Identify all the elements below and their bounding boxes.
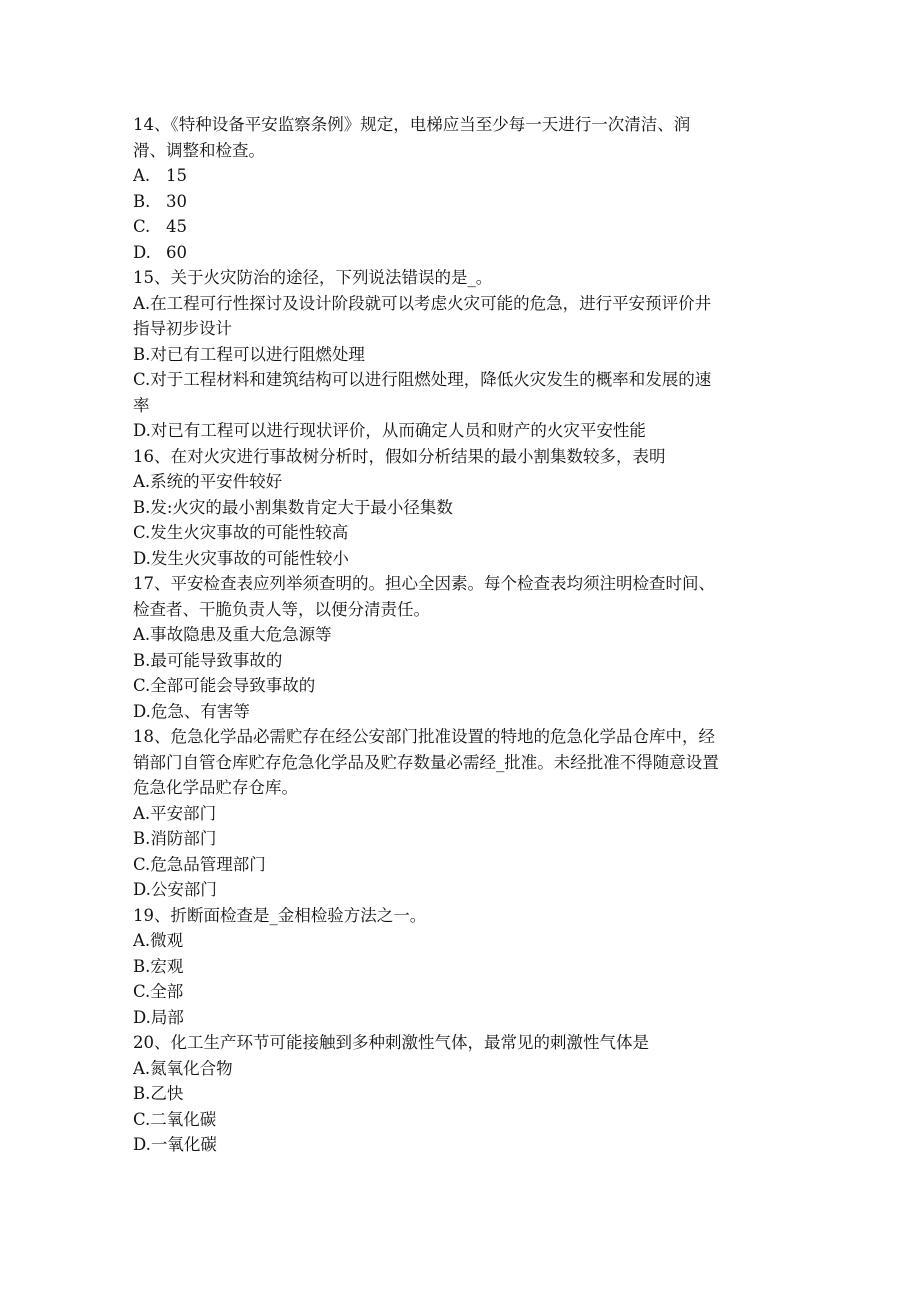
option-b: B.发:火灾的最小割集数肯定大于最小径集数 (133, 497, 453, 517)
question-stem-line: 检查者、干脆负责人等，以便分清责任。 (133, 599, 430, 619)
question-20 (133, 1030, 793, 1158)
option-label: A. (133, 166, 151, 185)
question-17 (133, 571, 793, 724)
option-a: A.在工程可行性探讨及设计阶段就可以考虑火灾可能的危急，进行平安预评价井 (133, 293, 712, 313)
option-c-continued: 率 (133, 395, 150, 415)
question-stem-line: 20、化工生产环节可能接触到多种刺激性气体，最常见的刺激性气体是 (133, 1033, 649, 1052)
option-a: A.系统的平安件较好 (133, 472, 283, 491)
option-c: C.危急品管理部门 (133, 854, 266, 874)
option-b: B.消防部门 (133, 829, 217, 848)
option-c: C.全部 (133, 982, 184, 1001)
option-b (133, 189, 793, 215)
question-18 (133, 724, 793, 903)
question-stem-line: 16、在对火灾进行事故树分析时，假如分析结果的最小割集数较多，表明 (133, 446, 666, 466)
question-stem-line: 14、《特种设备平安监察条例》规定，电梯应当至少每一天进行一次清洁、润 (133, 115, 691, 134)
option-label: B. (133, 191, 151, 211)
option-label: C. (133, 217, 151, 236)
option-a: A.平安部门 (133, 803, 217, 823)
option-c (133, 214, 793, 240)
question-19 (133, 903, 793, 1031)
option-a-continued: 指导初步设计 (133, 319, 232, 338)
option-d (133, 240, 793, 266)
question-16 (133, 444, 793, 572)
option-label: D. (133, 242, 151, 262)
option-c: C.对于工程材料和建筑结构可以进行阻燃处理，降低火灾发生的概率和发展的速 (133, 370, 712, 389)
option-d: D.一氧化碳 (133, 1135, 217, 1154)
option-a: A.事故隐患及重大危急源等 (133, 625, 332, 644)
option-a: A.氮氧化合物 (133, 1058, 233, 1078)
question-stem-line: 18、危急化学品必需贮存在经公安部门批准设置的特地的危急化学品仓库中，经 (133, 727, 715, 746)
option-text: 45 (166, 217, 187, 236)
option-a (133, 163, 793, 189)
option-c: C.二氧化碳 (133, 1109, 217, 1129)
question-stem-line: 15、关于火灾防治的途径，下列说法错误的是_。 (133, 268, 493, 287)
question-stem-line: 销部门自管仓库贮存危急化学品及贮存数量必需经_批准。未经批准不得随意设置 (133, 752, 719, 772)
option-d: D.公安部门 (133, 880, 217, 899)
exam-content (133, 112, 793, 1158)
question-15 (133, 265, 793, 444)
option-a: A.微观 (133, 931, 184, 950)
question-stem-line: 17、平安检查表应列举须查明的。担心全因素。每个检查表均须注明检查时间、 (133, 574, 715, 593)
option-c: C.发生火灾事故的可能性较高 (133, 523, 349, 542)
option-b: B.对已有工程可以进行阻燃处理 (133, 344, 365, 364)
question-stem-line: 19、折断面检查是_金相检验方法之一。 (133, 905, 427, 925)
question-stem-line: 危急化学品贮存仓库。 (133, 778, 298, 797)
option-b: B.宏观 (133, 956, 184, 976)
question-14 (133, 112, 793, 265)
option-b: B.乙快 (133, 1084, 184, 1103)
option-d: D.对已有工程可以进行现状评价，从而确定人员和财产的火灾平安性能 (133, 421, 646, 440)
option-b: B.最可能导致事故的 (133, 650, 283, 670)
option-text: 60 (166, 242, 187, 262)
question-stem-line: 滑、调整和检查。 (133, 140, 265, 160)
option-text: 15 (166, 166, 187, 185)
option-d: D.局部 (133, 1007, 184, 1027)
option-d: D.发生火灾事故的可能性较小 (133, 548, 349, 568)
option-d: D.危急、有害等 (133, 701, 250, 721)
option-text: 30 (166, 191, 187, 211)
option-c: C.全部可能会导致事故的 (133, 676, 316, 695)
